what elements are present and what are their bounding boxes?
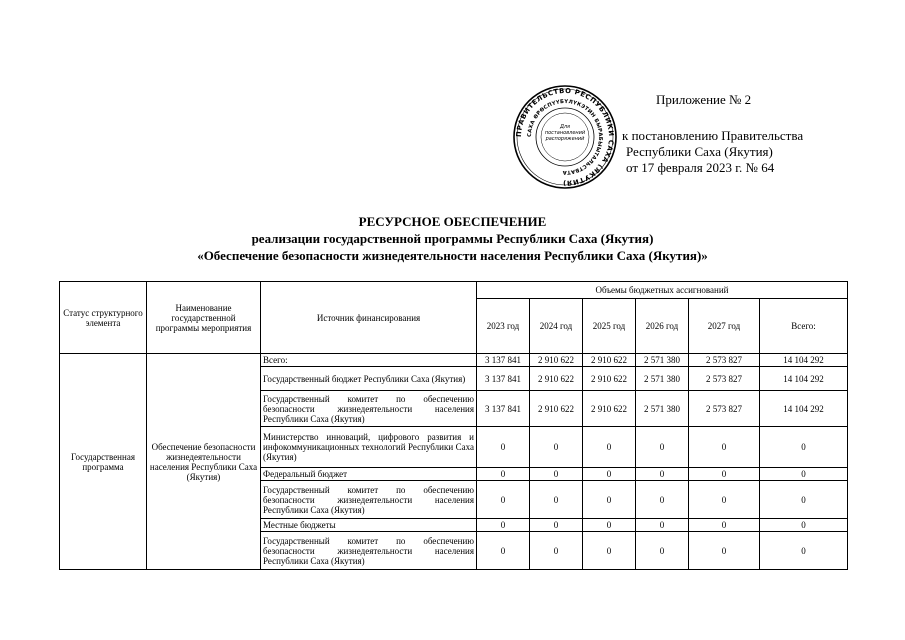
header-year-2023: 2023 год (477, 299, 530, 354)
appendix-date-line: от 17 февраля 2023 г. № 64 (626, 160, 775, 175)
total-cell: 0 (760, 468, 848, 481)
value-cell: 0 (477, 532, 530, 570)
appendix-republic-line: Республики Саха (Якутия) (626, 144, 773, 159)
value-cell: 0 (530, 519, 583, 532)
value-cell: 0 (689, 519, 760, 532)
source-cell: Всего: (261, 354, 477, 367)
appendix-resolution-line: к постановлению Правительства (622, 128, 804, 143)
total-cell: 0 (760, 427, 848, 468)
header-year-2025: 2025 год (583, 299, 636, 354)
value-cell: 0 (689, 427, 760, 468)
value-cell: 2 573 827 (689, 391, 760, 427)
value-cell: 3 137 841 (477, 367, 530, 391)
header-year-2027: 2027 год (689, 299, 760, 354)
heading-title: РЕСУРСНОЕ ОБЕСПЕЧЕНИЕ (358, 214, 547, 229)
value-cell: 0 (636, 481, 689, 519)
seal-inner-text: САХА ӨРӨСПҮҮБҮЛҮКЭТИН БЫРАБЫЫТАЛЬСТВАТА (526, 98, 604, 176)
source-cell: Местные бюджеты (261, 519, 477, 532)
value-cell: 2 910 622 (530, 354, 583, 367)
value-cell: 0 (477, 481, 530, 519)
source-cell: Государственный комитет по обеспечению безопасности жизнедеятельности населения Республики Саха (Якутия) (261, 481, 477, 519)
value-cell: 2 573 827 (689, 354, 760, 367)
value-cell: 0 (583, 519, 636, 532)
official-seal (512, 84, 618, 190)
total-cell: 0 (760, 519, 848, 532)
value-cell: 2 571 380 (636, 391, 689, 427)
value-cell: 0 (530, 427, 583, 468)
value-cell: 2 910 622 (583, 391, 636, 427)
total-cell: 0 (760, 481, 848, 519)
program-name-cell: Обеспечение безопасности жизнедеятельности населения Республики Саха (Якутия) (147, 354, 261, 570)
value-cell: 0 (583, 532, 636, 570)
value-cell: 0 (530, 532, 583, 570)
header-source: Источник финансирования (261, 282, 477, 354)
source-cell: Государственный комитет по обеспечению безопасности жизнедеятельности населения Республики Саха (Якутия) (261, 532, 477, 570)
value-cell: 0 (689, 481, 760, 519)
value-cell: 0 (689, 468, 760, 481)
header-year-2024: 2024 год (530, 299, 583, 354)
status-cell: Государственная программа (60, 354, 147, 570)
value-cell: 0 (477, 519, 530, 532)
total-cell: 14 104 292 (760, 367, 848, 391)
value-cell: 0 (583, 481, 636, 519)
value-cell: 2 573 827 (689, 367, 760, 391)
value-cell: 0 (583, 468, 636, 481)
value-cell: 2 571 380 (636, 367, 689, 391)
total-cell: 14 104 292 (760, 354, 848, 367)
value-cell: 2 910 622 (530, 367, 583, 391)
heading-program-name: «Обеспечение безопасности жизнедеятельности населения Республики Саха (Якутия)» (197, 248, 708, 263)
document-heading (0, 213, 905, 264)
header-program-name: Наименование государственной программы мероприятия (147, 282, 261, 354)
value-cell: 0 (530, 481, 583, 519)
appendix-title: Приложение № 2 (656, 92, 752, 107)
header-total: Всего: (760, 299, 848, 354)
seal-outer-text: ПРАВИТЕЛЬСТВО РЕСПУБЛИКИ САХА (ЯКУТИЯ) (514, 86, 616, 188)
total-cell: 14 104 292 (760, 391, 848, 427)
value-cell: 0 (636, 519, 689, 532)
value-cell: 3 137 841 (477, 354, 530, 367)
value-cell: 0 (477, 427, 530, 468)
value-cell: 0 (689, 532, 760, 570)
value-cell: 0 (583, 427, 636, 468)
resource-table (59, 281, 848, 570)
value-cell: 0 (636, 532, 689, 570)
seal-center-text: Для постановлений распоряжений (544, 124, 586, 142)
source-cell: Министерство инноваций, цифрового развития и инфокоммуникационных технологий Республики Саха (Якутия) (261, 427, 477, 468)
total-cell: 0 (760, 532, 848, 570)
value-cell: 0 (530, 468, 583, 481)
value-cell: 2 571 380 (636, 354, 689, 367)
value-cell: 2 910 622 (583, 354, 636, 367)
table-row (60, 354, 848, 367)
source-cell: Государственный бюджет Республики Саха (Якутия) (261, 367, 477, 391)
value-cell: 3 137 841 (477, 391, 530, 427)
heading-subtitle: реализации государственной программы Республики Саха (Якутия) (251, 231, 654, 246)
value-cell: 0 (636, 468, 689, 481)
value-cell: 0 (636, 427, 689, 468)
value-cell: 0 (477, 468, 530, 481)
header-budget-group: Объемы бюджетных ассигнований (477, 282, 848, 299)
header-status: Статус структурного элемента (60, 282, 147, 354)
header-year-2026: 2026 год (636, 299, 689, 354)
value-cell: 2 910 622 (583, 367, 636, 391)
source-cell: Государственный комитет по обеспечению безопасности жизнедеятельности населения Республики Саха (Якутия) (261, 391, 477, 427)
value-cell: 2 910 622 (530, 391, 583, 427)
source-cell: Федеральный бюджет (261, 468, 477, 481)
